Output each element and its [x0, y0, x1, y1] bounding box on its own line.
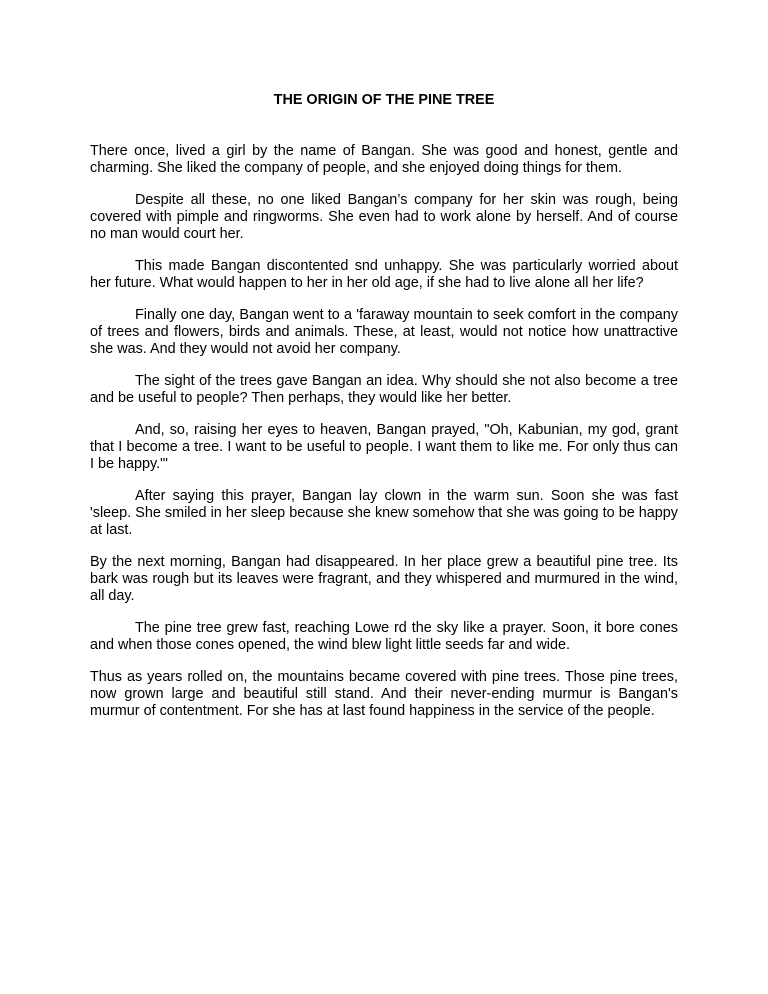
- paragraph-5: The sight of the trees gave Bangan an idea. Why should she not also become a tree and be useful to people? Then perhaps, they would like her better.: [90, 373, 678, 406]
- paragraph-4: Finally one day, Bangan went to a 'faraway mountain to seek comfort in the company of trees and flowers, birds and animals. These, at least, would not notice how unattractive she was. And they would not avoid her company.: [90, 307, 678, 357]
- document-body: [90, 143, 678, 735]
- paragraph-8: By the next morning, Bangan had disappeared. In her place grew a beautiful pine tree. Its bark was rough but its leaves were fragrant, and they whispered and murmured in the wind, all day.: [90, 554, 678, 604]
- paragraph-7: After saying this prayer, Bangan lay clown in the warm sun. Soon she was fast 'sleep. She smiled in her sleep because she knew somehow that she was going to be happy at last.: [90, 488, 678, 538]
- paragraph-9: The pine tree grew fast, reaching Lowe rd the sky like a prayer. Soon, it bore cones and when those cones opened, the wind blew light little seeds far and wide.: [90, 620, 678, 653]
- document-title: THE ORIGIN OF THE PINE TREE: [273, 92, 495, 108]
- paragraph-2: Despite all these, no one liked Bangan’s company for her skin was rough, being covered with pimple and ringworms. She even had to work alone by herself. And of course no man would court her.: [90, 192, 678, 242]
- paragraph-3: This made Bangan discontented snd unhappy. She was particularly worried about her future. What would happen to her in her old age, if she had to live alone all her life?: [90, 258, 678, 291]
- paragraph-1: There once, lived a girl by the name of Bangan. She was good and honest, gentle and charming. She liked the company of people, and she enjoyed doing things for them.: [90, 143, 678, 176]
- paragraph-6: And, so, raising her eyes to heaven, Bangan prayed, "Oh, Kabunian, my god, grant that I become a tree. I want to be useful to people. I want them to like me. For only thus can I be happy."': [90, 422, 678, 472]
- paragraph-10: Thus as years rolled on, the mountains became covered with pine trees. Those pine trees, now grown large and beautiful still stand. And their never-ending murmur is Bangan's murmur of contentment. For she has at last found happiness in the service of the people.: [90, 669, 678, 719]
